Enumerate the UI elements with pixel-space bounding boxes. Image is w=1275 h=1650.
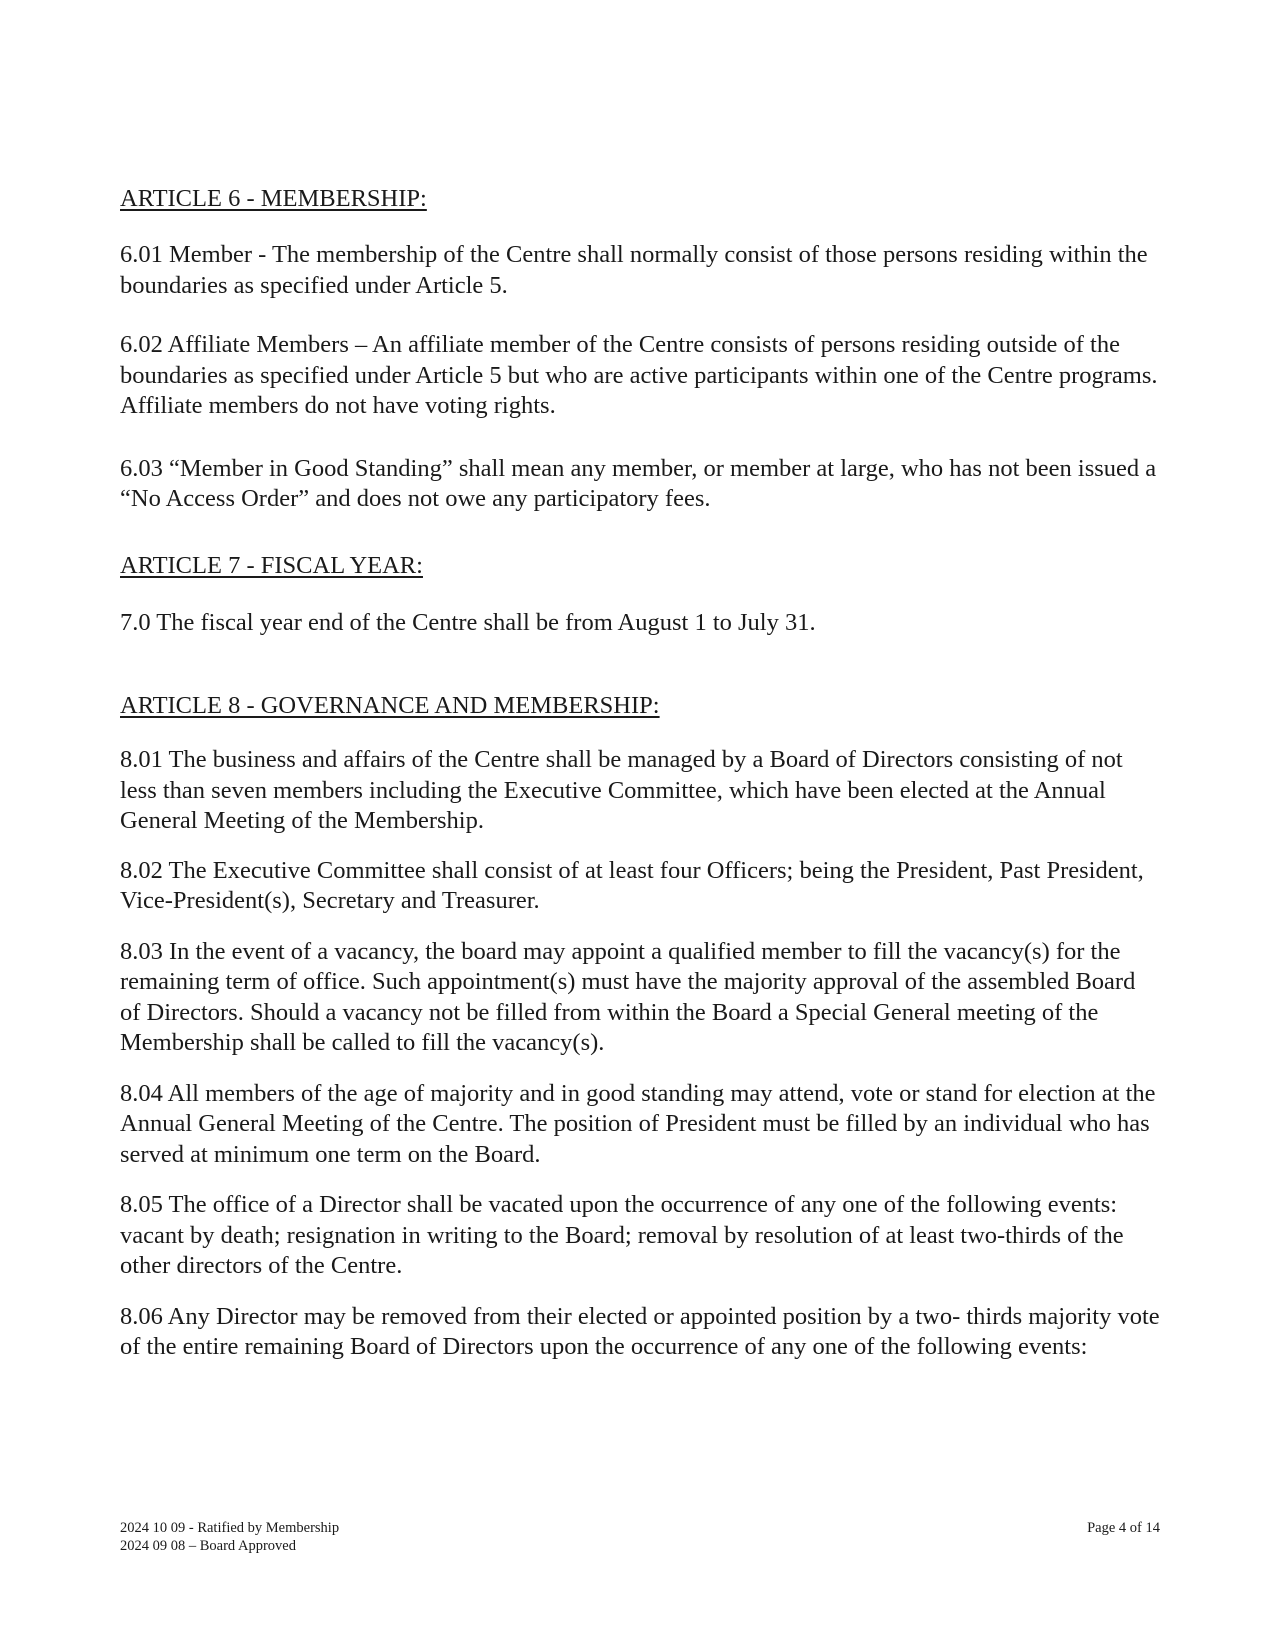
article-7-heading: ARTICLE 7 - FISCAL YEAR: xyxy=(120,551,423,579)
section-6-02: 6.02 Affiliate Members – An affiliate member of the Centre consists of persons residing outside of the boundaries as specified under Article 5 but who are active participants within one of the Centre programs. Affiliate members do not have voting rights. xyxy=(120,331,1158,419)
section-6-01: 6.01 Member - The membership of the Centre shall normally consist of those persons residing within the boundaries as specified under Article 5. xyxy=(120,241,1148,299)
section-8-05: 8.05 The office of a Director shall be vacated upon the occurrence of any one of the following events: vacant by death; resignation in writing to the Board; removal by resolution of at least two-thirds of the other directors of the Centre. xyxy=(120,1191,1124,1279)
section-8-03: 8.03 In the event of a vacancy, the board may appoint a qualified member to fill the vacancy(s) for the remaining term of office. Such appointment(s) must have the majority approval of the assembled Board of Directors. Should a vacancy not be filled from within the Board a Special General meeting of the Membership shall be called to fill the vacancy(s). xyxy=(120,937,1136,1056)
section-6-03: 6.03 “Member in Good Standing” shall mean any member, or member at large, who has not been issued a “No Access Order” and does not owe any participatory fees. xyxy=(120,454,1157,512)
article-8-heading: ARTICLE 8 - GOVERNANCE AND MEMBERSHIP: xyxy=(120,692,660,719)
section-8-04: 8.04 All members of the age of majority and in good standing may attend, vote or stand for election at the Annual General Meeting of the Centre. The position of President must be filled by an individual who has served at minimum one term on the Board. xyxy=(120,1079,1156,1168)
page-number: Page 4 of 14 xyxy=(1087,1520,1160,1536)
article-6-heading: ARTICLE 6 - MEMBERSHIP: xyxy=(120,185,427,212)
footer-approval-dates xyxy=(120,1519,339,1555)
section-8-02: 8.02 The Executive Committee shall consist of at least four Officers; being the President, Past President, Vice-President(s), Secretary and Treasurer. xyxy=(120,856,1144,914)
document-body xyxy=(120,184,1160,1363)
section-8-06: 8.06 Any Director may be removed from their elected or appointed position by a two- thirds majority vote of the entire remaining Board of Directors upon the occurrence of any one of the following events: xyxy=(120,1302,1160,1360)
section-7-0: 7.0 The fiscal year end of the Centre shall be from August 1 to July 31. xyxy=(120,608,816,636)
footer-board-approved-line: 2024 09 08 – Board Approved xyxy=(120,1538,296,1554)
section-8-01: 8.01 The business and affairs of the Centre shall be managed by a Board of Directors consisting of not less than seven members including the Executive Committee, which have been elected at the Annual General Meeting of the Membership. xyxy=(120,746,1123,834)
footer-ratified-line: 2024 10 09 - Ratified by Membership xyxy=(120,1520,340,1536)
